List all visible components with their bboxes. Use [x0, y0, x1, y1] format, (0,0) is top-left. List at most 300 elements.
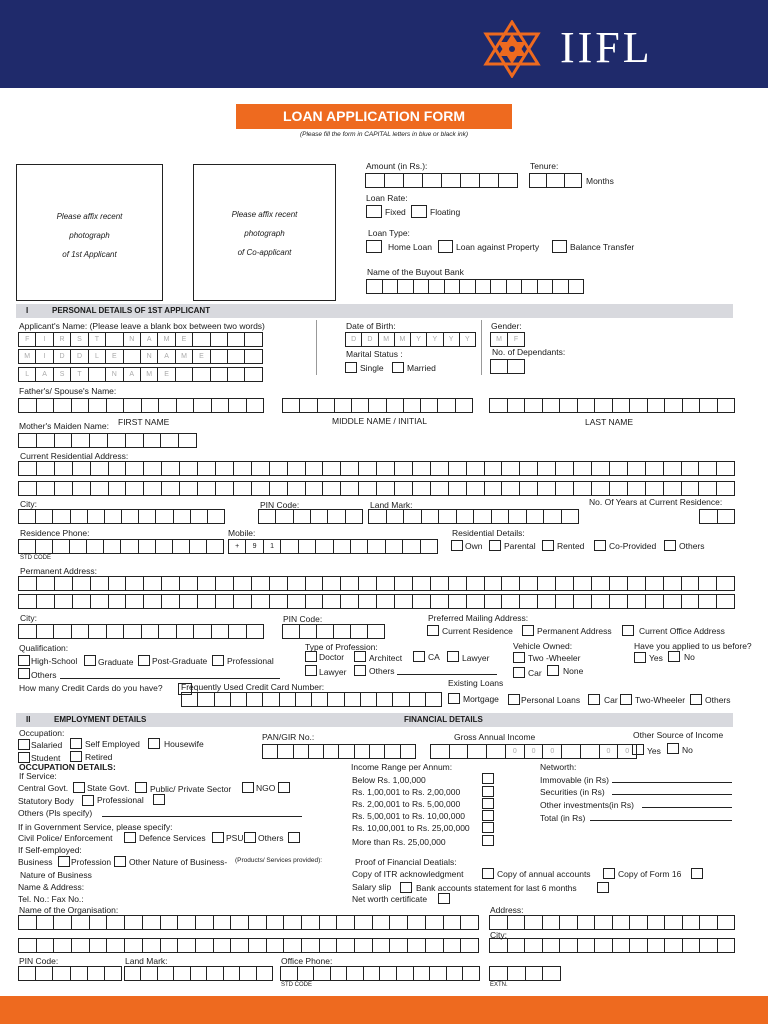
- char-box[interactable]: [227, 367, 245, 382]
- char-box[interactable]: L: [88, 349, 106, 364]
- char-box[interactable]: [682, 938, 701, 953]
- char-box[interactable]: [305, 594, 324, 609]
- char-box[interactable]: [230, 692, 247, 707]
- char-box[interactable]: [368, 509, 387, 524]
- svc-ngo-checkbox[interactable]: [278, 782, 290, 793]
- prof-others-line[interactable]: [397, 674, 497, 675]
- govt-police-checkbox[interactable]: [124, 832, 136, 843]
- char-box[interactable]: [141, 624, 160, 639]
- char-box[interactable]: [72, 481, 91, 496]
- char-box[interactable]: [176, 398, 195, 413]
- char-box[interactable]: [233, 576, 252, 591]
- char-box[interactable]: M: [157, 332, 175, 347]
- char-box[interactable]: A: [123, 367, 141, 382]
- char-box[interactable]: [552, 279, 569, 294]
- char-box[interactable]: [420, 398, 438, 413]
- svc-public-checkbox[interactable]: [242, 782, 254, 793]
- char-box[interactable]: [282, 398, 300, 413]
- occ-selfemployed-checkbox[interactable]: [70, 738, 82, 749]
- char-box[interactable]: [175, 367, 193, 382]
- char-box[interactable]: [519, 576, 538, 591]
- se-profession-checkbox[interactable]: [114, 856, 126, 867]
- dependants-field[interactable]: [490, 359, 524, 374]
- char-box[interactable]: [358, 461, 377, 476]
- char-box[interactable]: [327, 509, 345, 524]
- char-box[interactable]: [609, 594, 628, 609]
- char-box[interactable]: [233, 461, 252, 476]
- char-box[interactable]: [629, 915, 648, 930]
- char-box[interactable]: [319, 915, 338, 930]
- char-box[interactable]: [239, 966, 256, 981]
- qual-others-checkbox[interactable]: [18, 668, 30, 679]
- networth-immovable-line[interactable]: [612, 782, 732, 783]
- char-box[interactable]: [197, 594, 216, 609]
- char-box[interactable]: [330, 966, 348, 981]
- char-box[interactable]: [206, 539, 224, 554]
- char-box[interactable]: [358, 481, 377, 496]
- char-box[interactable]: [215, 461, 234, 476]
- mobile-field[interactable]: [228, 539, 437, 554]
- char-box[interactable]: [327, 692, 344, 707]
- char-box[interactable]: [716, 481, 735, 496]
- char-box[interactable]: [70, 966, 88, 981]
- char-box[interactable]: [394, 461, 413, 476]
- char-box[interactable]: [262, 692, 279, 707]
- prof-lawyer2-checkbox[interactable]: [305, 665, 317, 676]
- proof-networth-checkbox[interactable]: [438, 893, 450, 904]
- char-box[interactable]: [559, 915, 578, 930]
- rate-floating-checkbox[interactable]: [411, 205, 427, 218]
- char-box[interactable]: [155, 539, 173, 554]
- char-box[interactable]: [90, 461, 109, 476]
- char-box[interactable]: [430, 481, 449, 496]
- char-box[interactable]: [287, 481, 306, 496]
- char-box[interactable]: [664, 915, 683, 930]
- char-box[interactable]: [143, 576, 162, 591]
- marital-single-checkbox[interactable]: [345, 362, 357, 373]
- char-box[interactable]: [379, 966, 397, 981]
- char-box[interactable]: [106, 938, 125, 953]
- current-address-line-2[interactable]: [18, 481, 734, 496]
- char-box[interactable]: [389, 915, 408, 930]
- char-box[interactable]: [412, 576, 431, 591]
- char-box[interactable]: [449, 744, 469, 759]
- mailing-office-checkbox[interactable]: [622, 625, 634, 636]
- char-box[interactable]: [524, 915, 543, 930]
- char-box[interactable]: [385, 539, 403, 554]
- char-box[interactable]: [210, 332, 228, 347]
- char-box[interactable]: [161, 481, 180, 496]
- char-box[interactable]: [382, 279, 399, 294]
- char-box[interactable]: [103, 539, 121, 554]
- char-box[interactable]: [717, 509, 736, 524]
- char-box[interactable]: N: [123, 332, 141, 347]
- char-box[interactable]: [54, 461, 73, 476]
- char-box[interactable]: [70, 509, 88, 524]
- char-box[interactable]: [71, 398, 90, 413]
- char-box[interactable]: [546, 173, 564, 188]
- govt-psu-checkbox[interactable]: [244, 832, 256, 843]
- loans-others-checkbox[interactable]: [690, 694, 702, 705]
- char-box[interactable]: [123, 398, 142, 413]
- char-box[interactable]: [403, 509, 422, 524]
- char-box[interactable]: [489, 966, 508, 981]
- char-box[interactable]: [244, 349, 262, 364]
- char-box[interactable]: [322, 594, 341, 609]
- char-box[interactable]: [36, 576, 55, 591]
- char-box[interactable]: [297, 966, 315, 981]
- char-box[interactable]: [501, 594, 520, 609]
- char-box[interactable]: [124, 966, 141, 981]
- char-box[interactable]: [179, 461, 198, 476]
- char-box[interactable]: [87, 966, 105, 981]
- char-box[interactable]: [143, 481, 162, 496]
- char-box[interactable]: [489, 398, 508, 413]
- char-box[interactable]: [142, 915, 161, 930]
- char-box[interactable]: [125, 433, 144, 448]
- char-box[interactable]: [251, 481, 270, 496]
- char-box[interactable]: [120, 539, 138, 554]
- char-box[interactable]: [698, 461, 717, 476]
- years-field[interactable]: [699, 509, 734, 524]
- res-own-checkbox[interactable]: [451, 540, 463, 551]
- char-box[interactable]: [215, 481, 234, 496]
- prof-architect-checkbox[interactable]: [354, 651, 366, 662]
- char-box[interactable]: [428, 279, 445, 294]
- char-box[interactable]: [282, 624, 300, 639]
- char-box[interactable]: [107, 433, 126, 448]
- char-box[interactable]: [317, 398, 335, 413]
- char-box[interactable]: [18, 433, 37, 448]
- other-income-no-checkbox[interactable]: [667, 743, 679, 754]
- char-box[interactable]: [161, 576, 180, 591]
- income-range-2-checkbox[interactable]: [482, 798, 494, 809]
- char-box[interactable]: [279, 692, 296, 707]
- char-box[interactable]: [54, 433, 73, 448]
- char-box[interactable]: [138, 509, 156, 524]
- char-box[interactable]: [35, 539, 53, 554]
- char-box[interactable]: [681, 594, 700, 609]
- char-box[interactable]: [647, 915, 666, 930]
- char-box[interactable]: Y: [459, 332, 476, 347]
- applied-yes-checkbox[interactable]: [634, 652, 646, 663]
- char-box[interactable]: [456, 509, 475, 524]
- qual-professional-checkbox[interactable]: [212, 655, 224, 666]
- char-box[interactable]: I: [35, 349, 53, 364]
- char-box[interactable]: Y: [426, 332, 443, 347]
- buyout-field[interactable]: [366, 279, 583, 294]
- char-box[interactable]: D: [345, 332, 362, 347]
- char-box[interactable]: [664, 398, 683, 413]
- char-box[interactable]: [681, 576, 700, 591]
- loans-personal-checkbox[interactable]: [508, 694, 520, 705]
- vehicle-none-checkbox[interactable]: [547, 665, 559, 676]
- char-box[interactable]: [275, 509, 293, 524]
- applied-no-checkbox[interactable]: [668, 651, 680, 662]
- city-field[interactable]: [18, 509, 224, 524]
- char-box[interactable]: M: [394, 332, 411, 347]
- char-box[interactable]: [340, 576, 359, 591]
- char-box[interactable]: [18, 966, 36, 981]
- char-box[interactable]: [143, 433, 162, 448]
- vehicle-car-checkbox[interactable]: [513, 667, 525, 678]
- char-box[interactable]: [647, 938, 666, 953]
- char-box[interactable]: [143, 594, 162, 609]
- char-box[interactable]: [612, 938, 631, 953]
- char-box[interactable]: [448, 461, 467, 476]
- char-box[interactable]: [421, 509, 440, 524]
- char-box[interactable]: [319, 938, 338, 953]
- char-box[interactable]: E: [157, 367, 175, 382]
- char-box[interactable]: [211, 398, 230, 413]
- char-box[interactable]: [542, 398, 561, 413]
- char-box[interactable]: [179, 594, 198, 609]
- char-box[interactable]: [430, 461, 449, 476]
- char-box[interactable]: [716, 576, 735, 591]
- char-box[interactable]: [280, 539, 298, 554]
- char-box[interactable]: [125, 481, 144, 496]
- char-box[interactable]: [354, 938, 373, 953]
- char-box[interactable]: [594, 915, 613, 930]
- char-box[interactable]: [323, 744, 339, 759]
- govt-others-checkbox[interactable]: [288, 832, 300, 843]
- char-box[interactable]: [389, 938, 408, 953]
- char-box[interactable]: [193, 624, 212, 639]
- char-box[interactable]: [542, 966, 561, 981]
- char-box[interactable]: [248, 938, 267, 953]
- char-box[interactable]: M: [18, 349, 36, 364]
- char-box[interactable]: [559, 938, 578, 953]
- char-box[interactable]: L: [18, 367, 36, 382]
- char-box[interactable]: [269, 481, 288, 496]
- char-box[interactable]: [121, 509, 139, 524]
- char-box[interactable]: [283, 915, 302, 930]
- char-box[interactable]: [489, 915, 508, 930]
- char-box[interactable]: [491, 509, 510, 524]
- char-box[interactable]: [537, 576, 556, 591]
- char-box[interactable]: [594, 938, 613, 953]
- char-box[interactable]: [479, 173, 499, 188]
- char-box[interactable]: [627, 481, 646, 496]
- char-box[interactable]: [501, 461, 520, 476]
- char-box[interactable]: [35, 509, 53, 524]
- char-box[interactable]: [293, 744, 309, 759]
- photo-box-coapplicant[interactable]: [193, 164, 336, 301]
- char-box[interactable]: [18, 576, 37, 591]
- loans-mortgage-checkbox[interactable]: [448, 693, 460, 704]
- proof-itr-checkbox[interactable]: [482, 868, 494, 879]
- char-box[interactable]: A: [35, 367, 53, 382]
- char-box[interactable]: [561, 509, 580, 524]
- char-box[interactable]: [277, 744, 293, 759]
- proof-accounts-checkbox[interactable]: [603, 868, 615, 879]
- char-box[interactable]: [251, 576, 270, 591]
- professional-checkbox[interactable]: [153, 794, 165, 805]
- char-box[interactable]: [486, 744, 506, 759]
- res-phone-field[interactable]: [18, 539, 223, 554]
- char-box[interactable]: [429, 966, 447, 981]
- char-box[interactable]: [322, 576, 341, 591]
- char-box[interactable]: [143, 461, 162, 476]
- char-box[interactable]: [529, 173, 547, 188]
- char-box[interactable]: [125, 576, 144, 591]
- char-box[interactable]: [396, 966, 414, 981]
- income-range-0-checkbox[interactable]: [482, 773, 494, 784]
- income-range-5-checkbox[interactable]: [482, 835, 494, 846]
- qual-highschool-checkbox[interactable]: [18, 655, 30, 666]
- char-box[interactable]: [233, 594, 252, 609]
- res-parental-checkbox[interactable]: [489, 540, 501, 551]
- char-box[interactable]: [197, 692, 214, 707]
- char-box[interactable]: [246, 624, 265, 639]
- char-box[interactable]: [54, 576, 73, 591]
- char-box[interactable]: [72, 461, 91, 476]
- char-box[interactable]: [422, 173, 442, 188]
- char-box[interactable]: [484, 481, 503, 496]
- char-box[interactable]: [177, 938, 196, 953]
- char-box[interactable]: M: [378, 332, 395, 347]
- gender-field[interactable]: [490, 332, 524, 347]
- char-box[interactable]: [124, 938, 143, 953]
- char-box[interactable]: [413, 279, 430, 294]
- char-box[interactable]: [627, 461, 646, 476]
- char-box[interactable]: [181, 692, 198, 707]
- char-box[interactable]: [392, 692, 409, 707]
- char-box[interactable]: D: [53, 349, 71, 364]
- char-box[interactable]: [71, 433, 90, 448]
- char-box[interactable]: [430, 594, 449, 609]
- char-box[interactable]: [716, 594, 735, 609]
- char-box[interactable]: [340, 481, 359, 496]
- char-box[interactable]: [501, 481, 520, 496]
- char-box[interactable]: [384, 173, 404, 188]
- photo-box-applicant[interactable]: [16, 164, 163, 301]
- char-box[interactable]: [176, 624, 195, 639]
- char-box[interactable]: [403, 173, 423, 188]
- char-box[interactable]: [173, 966, 190, 981]
- char-box[interactable]: [86, 539, 104, 554]
- char-box[interactable]: [340, 594, 359, 609]
- char-box[interactable]: [215, 576, 234, 591]
- char-box[interactable]: [311, 692, 328, 707]
- pan-field[interactable]: [262, 744, 415, 759]
- char-box[interactable]: [54, 481, 73, 496]
- char-box[interactable]: [372, 915, 391, 930]
- char-box[interactable]: [344, 692, 361, 707]
- char-box[interactable]: [333, 539, 351, 554]
- char-box[interactable]: [591, 461, 610, 476]
- char-box[interactable]: [407, 938, 426, 953]
- char-box[interactable]: [663, 461, 682, 476]
- char-box[interactable]: [543, 509, 562, 524]
- char-box[interactable]: [524, 938, 543, 953]
- char-box[interactable]: [197, 461, 216, 476]
- char-box[interactable]: Y: [410, 332, 427, 347]
- char-box[interactable]: [475, 279, 492, 294]
- char-box[interactable]: [350, 624, 368, 639]
- char-box[interactable]: [248, 915, 267, 930]
- char-box[interactable]: [484, 461, 503, 476]
- char-box[interactable]: [71, 915, 90, 930]
- char-box[interactable]: 1: [263, 539, 281, 554]
- char-box[interactable]: [645, 594, 664, 609]
- svc-state-checkbox[interactable]: [135, 782, 147, 793]
- char-box[interactable]: [351, 398, 369, 413]
- char-box[interactable]: [305, 461, 324, 476]
- prof-doctor-checkbox[interactable]: [305, 651, 317, 662]
- char-box[interactable]: [18, 481, 37, 496]
- prof-others-checkbox[interactable]: [354, 665, 366, 676]
- char-box[interactable]: [573, 576, 592, 591]
- res-coprovided-checkbox[interactable]: [594, 540, 606, 551]
- char-box[interactable]: [177, 915, 196, 930]
- char-box[interactable]: [36, 915, 55, 930]
- qual-graduate-checkbox[interactable]: [84, 655, 96, 666]
- char-box[interactable]: [89, 915, 108, 930]
- char-box[interactable]: [123, 624, 142, 639]
- char-box[interactable]: [537, 481, 556, 496]
- networth-total-line[interactable]: [590, 820, 732, 821]
- char-box[interactable]: [354, 915, 373, 930]
- char-box[interactable]: 9: [245, 539, 263, 554]
- char-box[interactable]: [627, 594, 646, 609]
- char-box[interactable]: [36, 938, 55, 953]
- char-box[interactable]: [612, 398, 631, 413]
- char-box[interactable]: [211, 624, 230, 639]
- char-box[interactable]: [193, 398, 212, 413]
- char-box[interactable]: [400, 744, 416, 759]
- char-box[interactable]: [322, 461, 341, 476]
- char-box[interactable]: [717, 915, 736, 930]
- svc-central-checkbox[interactable]: [73, 782, 85, 793]
- char-box[interactable]: [106, 398, 125, 413]
- char-box[interactable]: [158, 398, 177, 413]
- char-box[interactable]: [36, 461, 55, 476]
- char-box[interactable]: [287, 576, 306, 591]
- char-box[interactable]: A: [140, 332, 158, 347]
- char-box[interactable]: [573, 481, 592, 496]
- char-box[interactable]: [358, 576, 377, 591]
- permanent-address-line-1[interactable]: [18, 576, 734, 591]
- char-box[interactable]: [664, 938, 683, 953]
- char-box[interactable]: [322, 481, 341, 496]
- char-box[interactable]: [376, 481, 395, 496]
- char-box[interactable]: [125, 594, 144, 609]
- char-box[interactable]: [490, 359, 508, 374]
- char-box[interactable]: [299, 624, 317, 639]
- char-box[interactable]: [402, 539, 420, 554]
- char-box[interactable]: [467, 744, 487, 759]
- char-box[interactable]: [230, 938, 249, 953]
- char-box[interactable]: [698, 594, 717, 609]
- middle-name-field[interactable]: [18, 349, 262, 364]
- permanent-address-line-2[interactable]: [18, 594, 734, 609]
- char-box[interactable]: [53, 938, 72, 953]
- char-box[interactable]: [559, 398, 578, 413]
- char-box[interactable]: [206, 966, 223, 981]
- char-box[interactable]: [413, 966, 431, 981]
- char-box[interactable]: [459, 279, 476, 294]
- char-box[interactable]: [448, 594, 467, 609]
- char-box[interactable]: [308, 744, 324, 759]
- char-box[interactable]: [123, 349, 141, 364]
- char-box[interactable]: [577, 398, 596, 413]
- char-box[interactable]: [157, 966, 174, 981]
- char-box[interactable]: [716, 461, 735, 476]
- char-box[interactable]: [507, 938, 526, 953]
- char-box[interactable]: [18, 594, 37, 609]
- char-box[interactable]: [580, 744, 600, 759]
